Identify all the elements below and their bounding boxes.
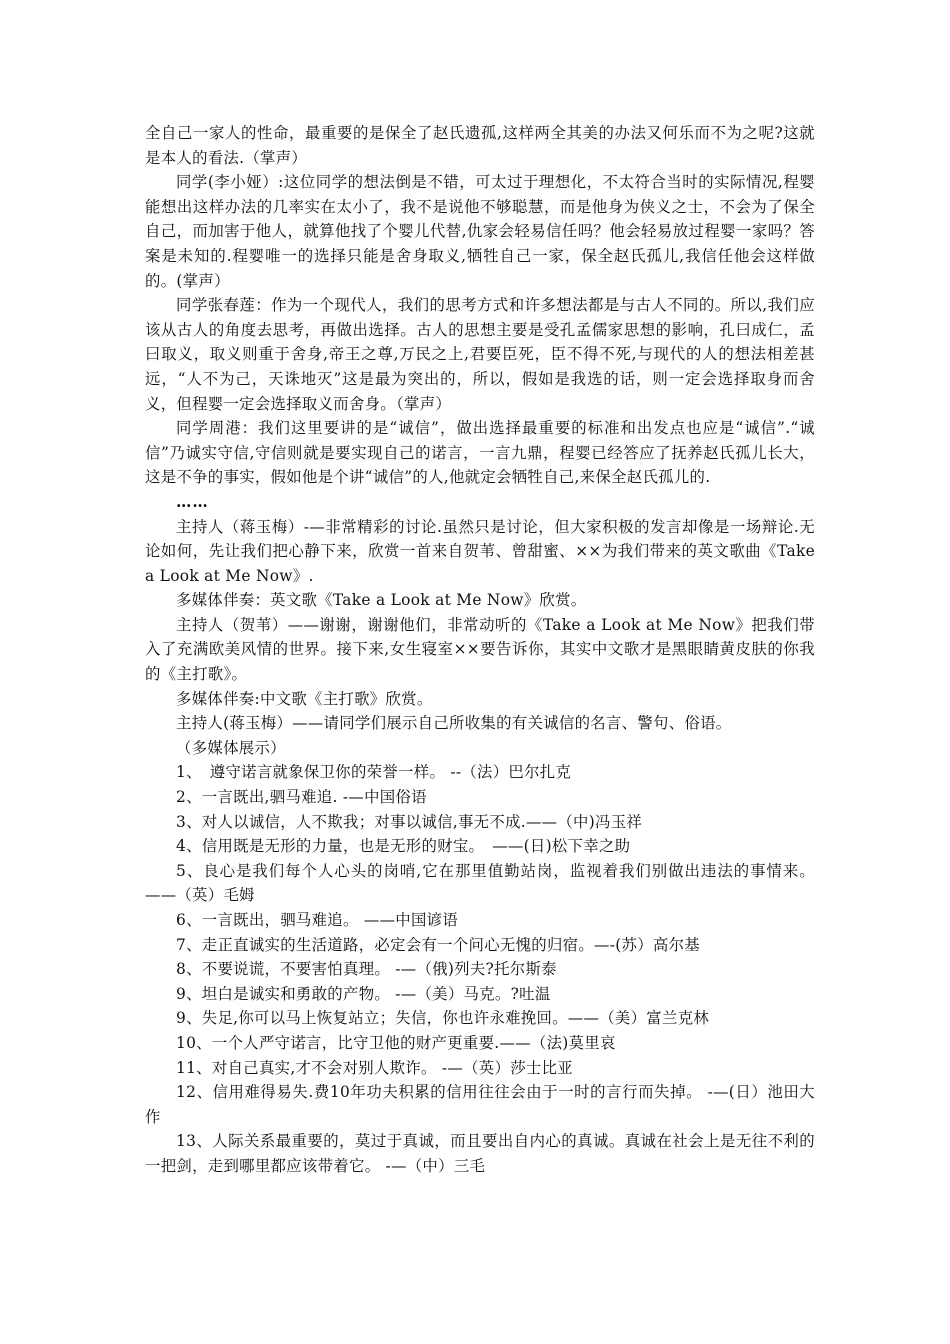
quote-item: 5、良心是我们每个人心头的岗哨,它在那里值勤站岗，监视着我们别做出违法的事情来。 ——（英）毛姆 bbox=[145, 861, 815, 905]
quote-item: 11、对自己真实,才不会对别人欺诈。 -—（英）莎士比亚 bbox=[176, 1058, 573, 1077]
paragraph-multimedia-display: （多媒体展示） bbox=[176, 738, 286, 757]
paragraph-zhou-gang: 同学周港：我们这里要讲的是“诚信”，做出选择最重要的标准和出发点也应是“诚信”.“诚信”乃诚实守信,守信则就是要实现自己的诺言，一言九鼎，程婴已经答应了抚养赵氏孤儿长大，这是不争的事实，假如他是个讲“诚信”的人,他就定会牺牲自己,来保全赵氏孤儿的. bbox=[145, 419, 815, 487]
paragraph-host-jiang-2: 主持人(蒋玉梅）——请同学们展示自己所收集的有关诚信的名言、警句、俗语。 bbox=[176, 714, 732, 733]
quote-item: 1、 遵守诺言就象保卫你的荣誉一样。 --（法）巴尔扎克 bbox=[176, 763, 572, 782]
paragraph-zhang-chunlian: 同学张春莲：作为一个现代人，我们的思考方式和许多想法都是与古人不同的。所以,我们应该从古人的角度去思考，再做出选择。古人的思想主要是受孔孟儒家思想的影响，孔曰成仁，孟曰取义，取义则重于舍身,帝王之尊,万民之上,君要臣死，臣不得不死,与现代的人的想法相差甚远，“人不为己，天诛地灭”这是最为突出的，所以，假如是我选的话，则一定会选择取身而舍义，但程婴一定会选择取义而舍身。（掌声） bbox=[145, 296, 815, 413]
quote-item: 10、一个人严守诺言，比守卫他的财产更重要.——（法)莫里哀 bbox=[176, 1033, 616, 1052]
quote-item: 6、一言既出，驷马难追。 ——中国谚语 bbox=[176, 911, 459, 929]
paragraph-multimedia-english-song: 多媒体伴奏：英文歌《Take a Look at Me Now》欣赏。 bbox=[176, 591, 587, 610]
document-page bbox=[145, 121, 815, 1179]
quote-item: 2、一言既出,驷马难追. -—中国俗语 bbox=[176, 788, 427, 807]
quote-item: 9、坦白是诚实和勇敢的产物。 -—（美）马克。?吐温 bbox=[176, 984, 551, 1003]
quote-item: 8、不要说谎，不要害怕真理。 -—（俄)列夫?托尔斯泰 bbox=[176, 960, 557, 979]
paragraph-host-jiang-1: 主持人（蒋玉梅）-—非常精彩的讨论.虽然只是讨论，但大家积极的发言却像是一场辩论.无论如何，先让我们把心静下来，欣赏一首来自贺苇、曾甜蜜、××为我们带来的英文歌曲《Take a Look at Me Now》. bbox=[145, 517, 815, 585]
paragraph-multimedia-chinese-song: 多媒体伴奏:中文歌《主打歌》欣赏。 bbox=[176, 689, 433, 708]
paragraph-li-xiaoya: 同学(李小娅）:这位同学的想法倒是不错，可太过于理想化，不太符合当时的实际情况,程婴能想出这样办法的几率实在太小了，我不是说他不够聪慧，而是他身为侠义之士，不会为了保全自己，而加害于他人，就算他找了个婴儿代替,仇家会轻易信任吗？他会轻易放过程婴一家吗？答案是未知的.程婴唯一的选择只能是舍身取义,牺牲自己一家，保全赵氏孤儿,我信任他会这样做的。(掌声） bbox=[145, 173, 815, 290]
quote-item: 13、人际关系最重要的，莫过于真诚，而且要出自内心的真诚。真诚在社会上是无往不利的一把剑，走到哪里都应该带着它。 -—（中）三毛 bbox=[145, 1132, 815, 1175]
quote-item: 9、失足,你可以马上恢复站立；失信，你也许永难挽回。——（美）富兰克林 bbox=[176, 1009, 710, 1028]
paragraph-continuation: 全自己一家人的性命，最重要的是保全了赵氏遗孤,这样两全其美的办法又何乐而不为之呢?这就是本人的看法.（掌声） bbox=[145, 124, 815, 167]
ellipsis: …… bbox=[176, 492, 209, 511]
quote-item: 7、走正直诚实的生活道路，必定会有一个问心无愧的归宿。—-(苏）高尔基 bbox=[176, 935, 700, 954]
paragraph-host-he-wei: 主持人（贺苇）——谢谢，谢谢他们，非常动听的《Take a Look at Me Now》把我们带入了充满欧美风情的世界。接下来,女生寝室××要告诉你，其实中文歌才是黑眼睛黄皮肤的你我的《主打歌》。 bbox=[145, 615, 815, 684]
quote-item: 12、信用难得易失.费10年功夫积累的信用往往会由于一时的言行而失掉。 -—(日）池田大作 bbox=[145, 1083, 815, 1126]
quote-item: 4、信用既是无形的力量，也是无形的财宝。 ——(日)松下幸之助 bbox=[176, 837, 631, 856]
quote-item: 3、对人以诚信，人不欺我；对事以诚信,事无不成.——（中)冯玉祥 bbox=[176, 812, 643, 831]
